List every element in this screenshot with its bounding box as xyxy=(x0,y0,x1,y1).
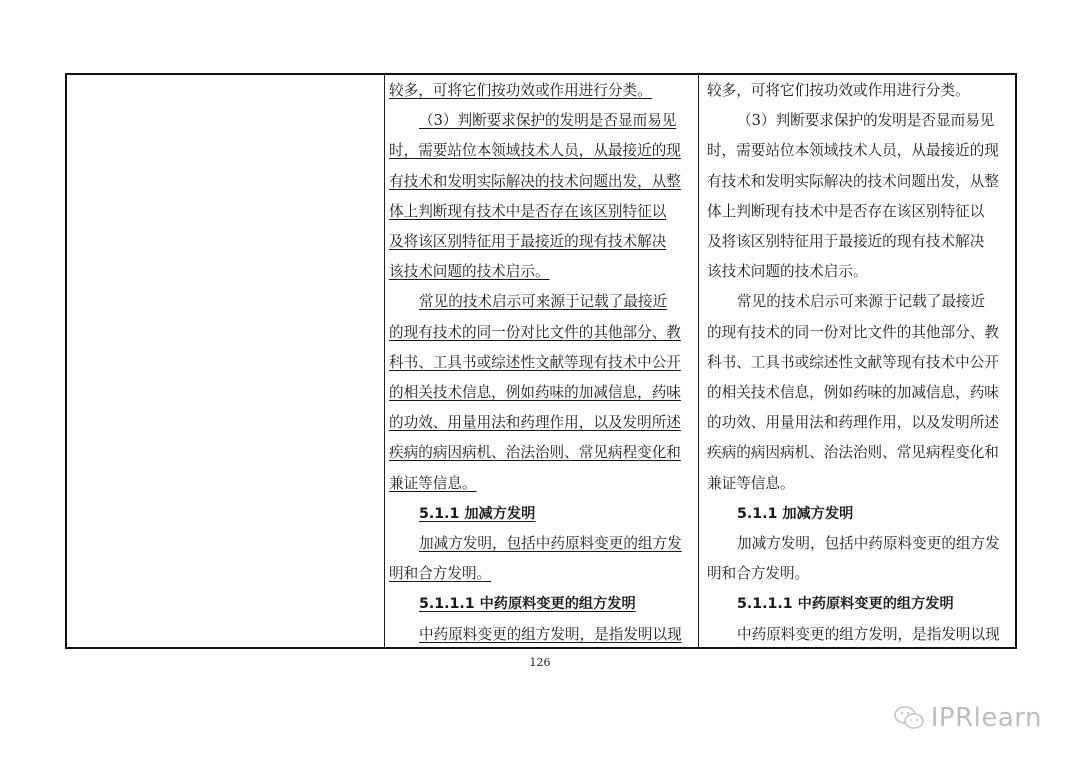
text-line xyxy=(707,559,809,589)
line-text: 时，需要站位本领域技术人员，从最接近的现 xyxy=(707,142,999,160)
text-line xyxy=(707,378,999,408)
text-line xyxy=(389,227,666,257)
text-line xyxy=(707,136,999,166)
line-text: 该技术问题的技术启示。 xyxy=(389,263,550,281)
line-text: 的功效、用量用法和药理作用，以及发明所述 xyxy=(707,414,999,432)
line-text: 的现有技术的同一份对比文件的其他部分、教 xyxy=(389,323,681,341)
line-text: 5.1.1 加减方发明 xyxy=(419,505,536,522)
line-text: 5.1.1.1 中药原料变更的组方发明 xyxy=(737,596,954,613)
line-text: 有技术和发明实际解决的技术问题出发，从整 xyxy=(707,172,999,190)
watermark-text: IPRlearn xyxy=(930,703,1042,733)
line-text: 及将该区别特征用于最接近的现有技术解决 xyxy=(389,233,667,250)
line-text: 明和合方发明。 xyxy=(707,565,810,583)
text-line xyxy=(707,287,985,317)
text-line xyxy=(707,469,795,499)
section-heading xyxy=(707,589,954,619)
text-line xyxy=(389,469,477,499)
watermark xyxy=(893,703,1042,733)
line-text: 体上判断现有技术中是否存在该区别特征以 xyxy=(707,202,985,220)
text-line xyxy=(389,529,682,559)
line-text: 兼证等信息。 xyxy=(389,474,477,492)
line-text: 中药原料变更的组方发明，是指发明以现 xyxy=(737,625,1000,643)
text-line xyxy=(389,408,681,438)
page-number: 126 xyxy=(529,656,551,669)
text-line xyxy=(389,348,681,378)
text-line xyxy=(389,136,681,166)
line-text: 的功效、用量用法和药理作用，以及发明所述 xyxy=(389,414,681,432)
text-line xyxy=(707,76,970,106)
text-line xyxy=(707,106,994,136)
line-text: 5.1.1.1 中药原料变更的组方发明 xyxy=(419,596,636,613)
text-line xyxy=(707,167,999,197)
text-line xyxy=(707,227,984,257)
line-text: 常见的技术启示可来源于记载了最接近 xyxy=(737,293,986,311)
line-text: 兼证等信息。 xyxy=(707,474,795,492)
line-text: 5.1.1 加减方发明 xyxy=(737,505,854,522)
text-line xyxy=(389,106,676,136)
wechat-icon xyxy=(893,704,925,732)
section-heading xyxy=(707,499,853,529)
line-text: 有技术和发明实际解决的技术问题出发，从整 xyxy=(389,172,681,190)
column-divider xyxy=(384,75,385,647)
text-line xyxy=(389,559,491,589)
revised-text-column xyxy=(389,75,695,647)
line-text: （3）判断要求保护的发明是否显而易见 xyxy=(419,112,677,130)
text-line xyxy=(707,529,1000,559)
text-line xyxy=(707,620,1000,647)
column-divider xyxy=(698,75,699,647)
line-text: 科书、工具书或综述性文献等现有技术中公开 xyxy=(389,353,681,371)
line-text: 明和合方发明。 xyxy=(389,565,492,583)
text-line xyxy=(707,257,868,287)
section-heading xyxy=(389,499,535,529)
line-text: 体上判断现有技术中是否存在该区别特征以 xyxy=(389,202,667,220)
text-line xyxy=(389,197,666,227)
text-line xyxy=(389,438,681,468)
line-text: 的现有技术的同一份对比文件的其他部分、教 xyxy=(707,323,999,341)
line-text: 及将该区别特征用于最接近的现有技术解决 xyxy=(707,233,985,250)
text-line xyxy=(389,287,667,317)
line-text: （3）判断要求保护的发明是否显而易见 xyxy=(737,112,995,130)
text-line xyxy=(389,318,681,348)
text-line xyxy=(389,76,652,106)
line-text: 的相关技术信息，例如药味的加减信息，药味 xyxy=(389,384,681,401)
text-line xyxy=(707,197,984,227)
text-line xyxy=(389,257,550,287)
line-text: 加减方发明，包括中药原料变更的组方发 xyxy=(419,535,682,552)
line-text: 科书、工具书或综述性文献等现有技术中公开 xyxy=(707,353,999,371)
line-text: 疾病的病因病机、治法治则、常见病程变化和 xyxy=(389,444,681,462)
comparison-table xyxy=(65,73,1017,649)
original-text-column xyxy=(707,75,1012,647)
line-text: 常见的技术启示可来源于记载了最接近 xyxy=(419,293,668,311)
text-line xyxy=(389,378,681,408)
line-text: 的相关技术信息，例如药味的加减信息，药味 xyxy=(707,384,999,401)
line-text: 加减方发明，包括中药原料变更的组方发 xyxy=(737,535,1000,552)
text-line xyxy=(707,348,999,378)
text-line xyxy=(707,408,999,438)
section-heading xyxy=(389,589,636,619)
line-text: 疾病的病因病机、治法治则、常见病程变化和 xyxy=(707,444,999,462)
text-line xyxy=(389,620,682,647)
line-text: 时，需要站位本领域技术人员，从最接近的现 xyxy=(389,142,681,160)
line-text: 较多，可将它们按功效或作用进行分类。 xyxy=(389,82,652,99)
text-line xyxy=(389,167,681,197)
line-text: 中药原料变更的组方发明，是指发明以现 xyxy=(419,625,682,643)
text-line xyxy=(707,318,999,348)
line-text: 该技术问题的技术启示。 xyxy=(707,263,868,281)
text-line xyxy=(707,438,999,468)
line-text: 较多，可将它们按功效或作用进行分类。 xyxy=(707,82,970,99)
